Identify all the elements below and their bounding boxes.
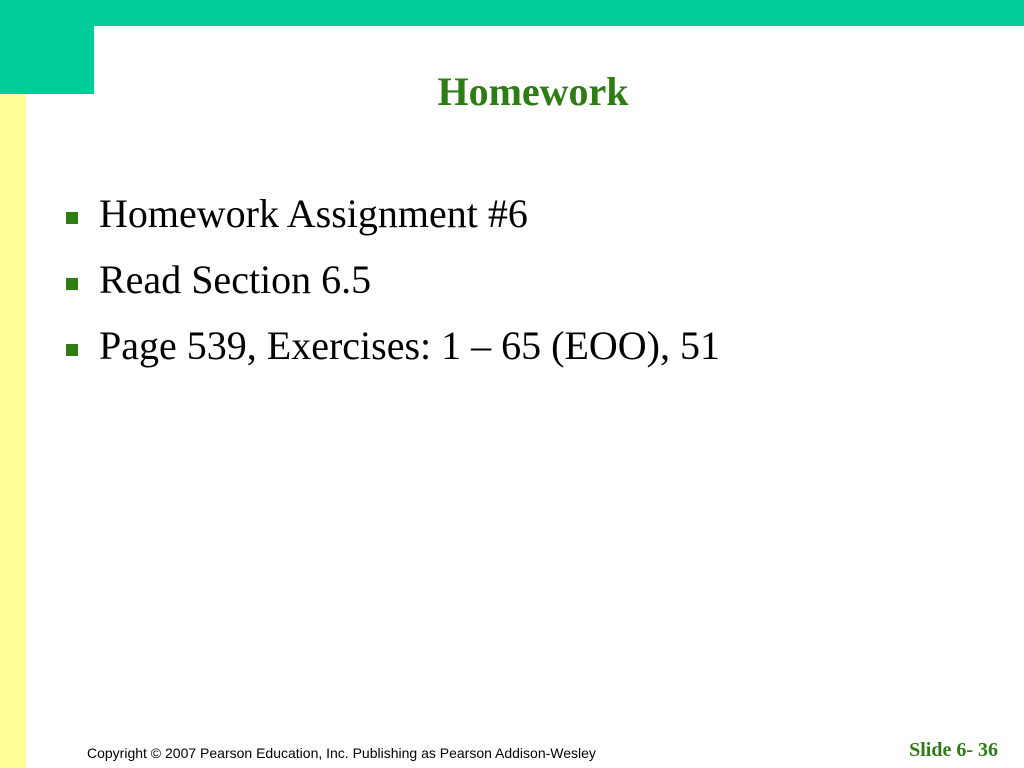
- bullet-item-assignment: [64, 186, 984, 252]
- bullet-list: [64, 186, 984, 384]
- slide-number: Slide 6- 36: [909, 739, 998, 761]
- square-bullet-icon: [66, 278, 78, 290]
- top-accent-band: [94, 0, 1024, 26]
- bullet-text: Page 539, Exercises: 1 – 65 (EOO), 51: [99, 323, 720, 368]
- bullet-item-exercises: [64, 318, 984, 384]
- bullet-item-reading: [64, 252, 984, 318]
- square-bullet-icon: [66, 344, 78, 356]
- slide-title: Homework: [437, 69, 629, 114]
- bullet-text: Read Section 6.5: [99, 257, 372, 302]
- bullet-text: Homework Assignment #6: [99, 191, 528, 236]
- square-bullet-icon: [66, 212, 78, 224]
- copyright-footer: Copyright © 2007 Pearson Education, Inc. Publishing as Pearson Addison-Wesley: [87, 745, 596, 761]
